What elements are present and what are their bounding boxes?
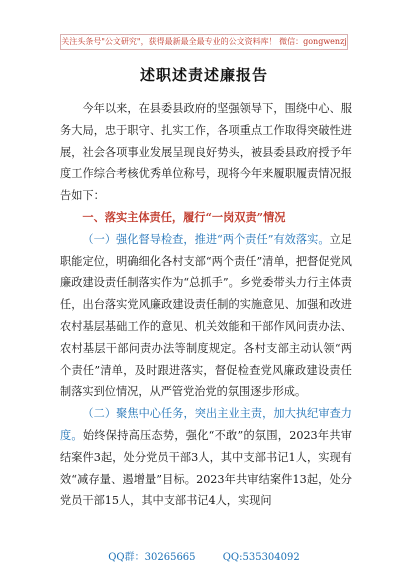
intro-paragraph: 今年以来，在县委县政府的坚强领导下，围绕中心、服务大局，忠于职守、扎实工作，各项重点工作取得突破性进展，社会各项事业发展呈现良好势头，被县委县政府授予年度工作综合考核优秀单位称号，现将今年来履职履责情况报告如下： [60, 102, 352, 203]
subsection-2 [60, 403, 352, 512]
document-body [60, 98, 352, 512]
footer-qq: QQ:535304092 [222, 552, 300, 563]
subsection-2-body: 始终保持高压态势，强化“不敢”的氛围，2023年共审结案件3起，处分党员干部3人，其中支部书记1人，实现有效“减存量、遏增量”目标。2023年共审结案件13起，处分党员干部15人，其中支部书记4人，实现问 [60, 428, 352, 508]
footer [0, 548, 408, 563]
subsection-1 [60, 229, 352, 403]
footer-qq-group: QQ群：30265665 [108, 552, 196, 563]
subsection-1-heading: （一）强化督导检查，推进“两个责任”有效落实。 [82, 232, 330, 246]
subsection-2-heading: （二）聚焦中心任务，突出主业主责，加大执纪审查力度。 [60, 407, 352, 442]
promo-banner: 关注头条号"公文研究"，获得最新最全最专业的公文资料库！ 微信：gongwenzj [60, 34, 348, 50]
subsection-1-body: 立足职能定位，明确细化各村支部“两个责任”清单，把督促党风廉政建设责任制落实作为“总抓手”。乡党委带头力行主体责任，出台落实党风廉政建设责任制的实施意见、加强和改进农村基层基础工作的意见、机关效能和干部作风问责办法、农村基层干部问责办法等制度规定。各村支部主动认领“两个责任”清单，及时跟进落实，督促检查党风廉政建设责任制落实到位情况，从严管党治党的氛围逐步形成。 [60, 232, 352, 399]
section-heading-1: 一、落实主体责任，履行“一岗双责”情况 [82, 209, 286, 224]
document-title: 述职述责述廉报告 [139, 66, 268, 84]
